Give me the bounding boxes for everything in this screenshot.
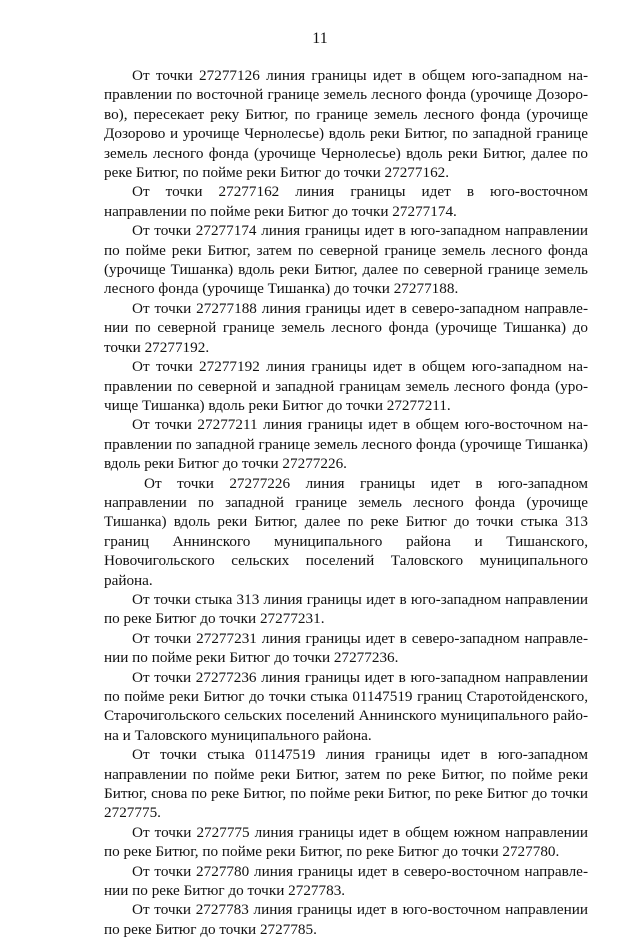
paragraph: От точки 2727775 линия границы идет в общем южном направлении по реке Битюг, по пойме реки Битюг, по реке Битюг до точки 2727780. (104, 823, 588, 861)
paragraph: От точки 27277226 линия границы идет в юго-западном направлении по западной границе земель лесного фонда (урочище Тишанка) вдоль реки Битюг, далее по реке Битюг до точки стыка 313 границ Аннинского муниципального района и Тишанского, Новочигольского сельских поселений Таловского муниципального района. (104, 474, 588, 589)
paragraph: От точки 2727783 линия границы идет в юго-восточном направлении по реке Битюг до точки 2727785. (104, 901, 588, 938)
paragraph: От точки 27277162 линия границы идет в юго-восточном направлении по пойме реки Битюг до точки 27277174. (104, 183, 588, 220)
paragraph: От точки 27277192 линия границы идет в общем юго-западном направлении по северной и западной границам земель лесного фонда (урочище Тишанка) вдоль реки Битюг до точки 27277211. (104, 358, 588, 414)
paragraph: От точки стыка 313 линия границы идет в юго-западном направлении по реке Битюг до точки 27277231. (104, 590, 588, 628)
paragraph: От точки стыка 01147519 линия границы идет в юго-западном направлении по пойме реки Битюг, затем по реке Битюг, по пойме реки Битюг, снова по реке Битюг, по пойме реки Битюг, по реке Битюг до точки 2727775. (104, 746, 588, 822)
paragraph: От точки 27277236 линия границы идет в юго-западном направлении по пойме реки Битюг до точки стыка 01147519 границ Старотойденского, Старочигольского сельских поселений Аннинского муниципального района и Таловского муниципального района. (104, 668, 588, 744)
paragraph: От точки 27277211 линия границы идет в общем юго-восточном направлении по западной границе земель лесного фонда (урочище Тишанка) вдоль реки Битюг до точки 27277226. (104, 416, 588, 473)
paragraph: От точки 27277174 линия границы идет в юго-западном направлении по пойме реки Битюг, затем по северной границе земель лесного фонда (урочище Тишанка) вдоль реки Битюг, далее по северной границе земель лесного фонда (урочище Тишанка) до точки 27277188. (104, 222, 588, 298)
document-body (104, 66, 588, 939)
paragraph: От точки 27277231 линия границы идет в северо-западном направлении по пойме реки Битюг до точки 27277236. (104, 629, 588, 667)
paragraph: От точки 2727780 линия границы идет в северо-восточном направлении по реке Битюг до точки 2727783. (104, 862, 588, 900)
paragraph: От точки 27277126 линия границы идет в общем юго-западном направлении по восточной границе земель лесного фонда (урочище Дозорово), пересекает реку Битюг, по границе земель лесного фонда (урочище Дозорово и урочище Чернолесье) вдоль реки Битюг, по западной границе земель лесного фонда (урочище Чернолесье) вдоль реки Битюг, далее по реке Битюг, по пойме реки Битюг до точки 27277162. (104, 67, 588, 182)
page-number: 11 (312, 30, 328, 47)
paragraph: От точки 27277188 линия границы идет в северо-западном направлении по северной границе земель лесного фонда (урочище Тишанка) до точки 27277192. (104, 299, 588, 356)
